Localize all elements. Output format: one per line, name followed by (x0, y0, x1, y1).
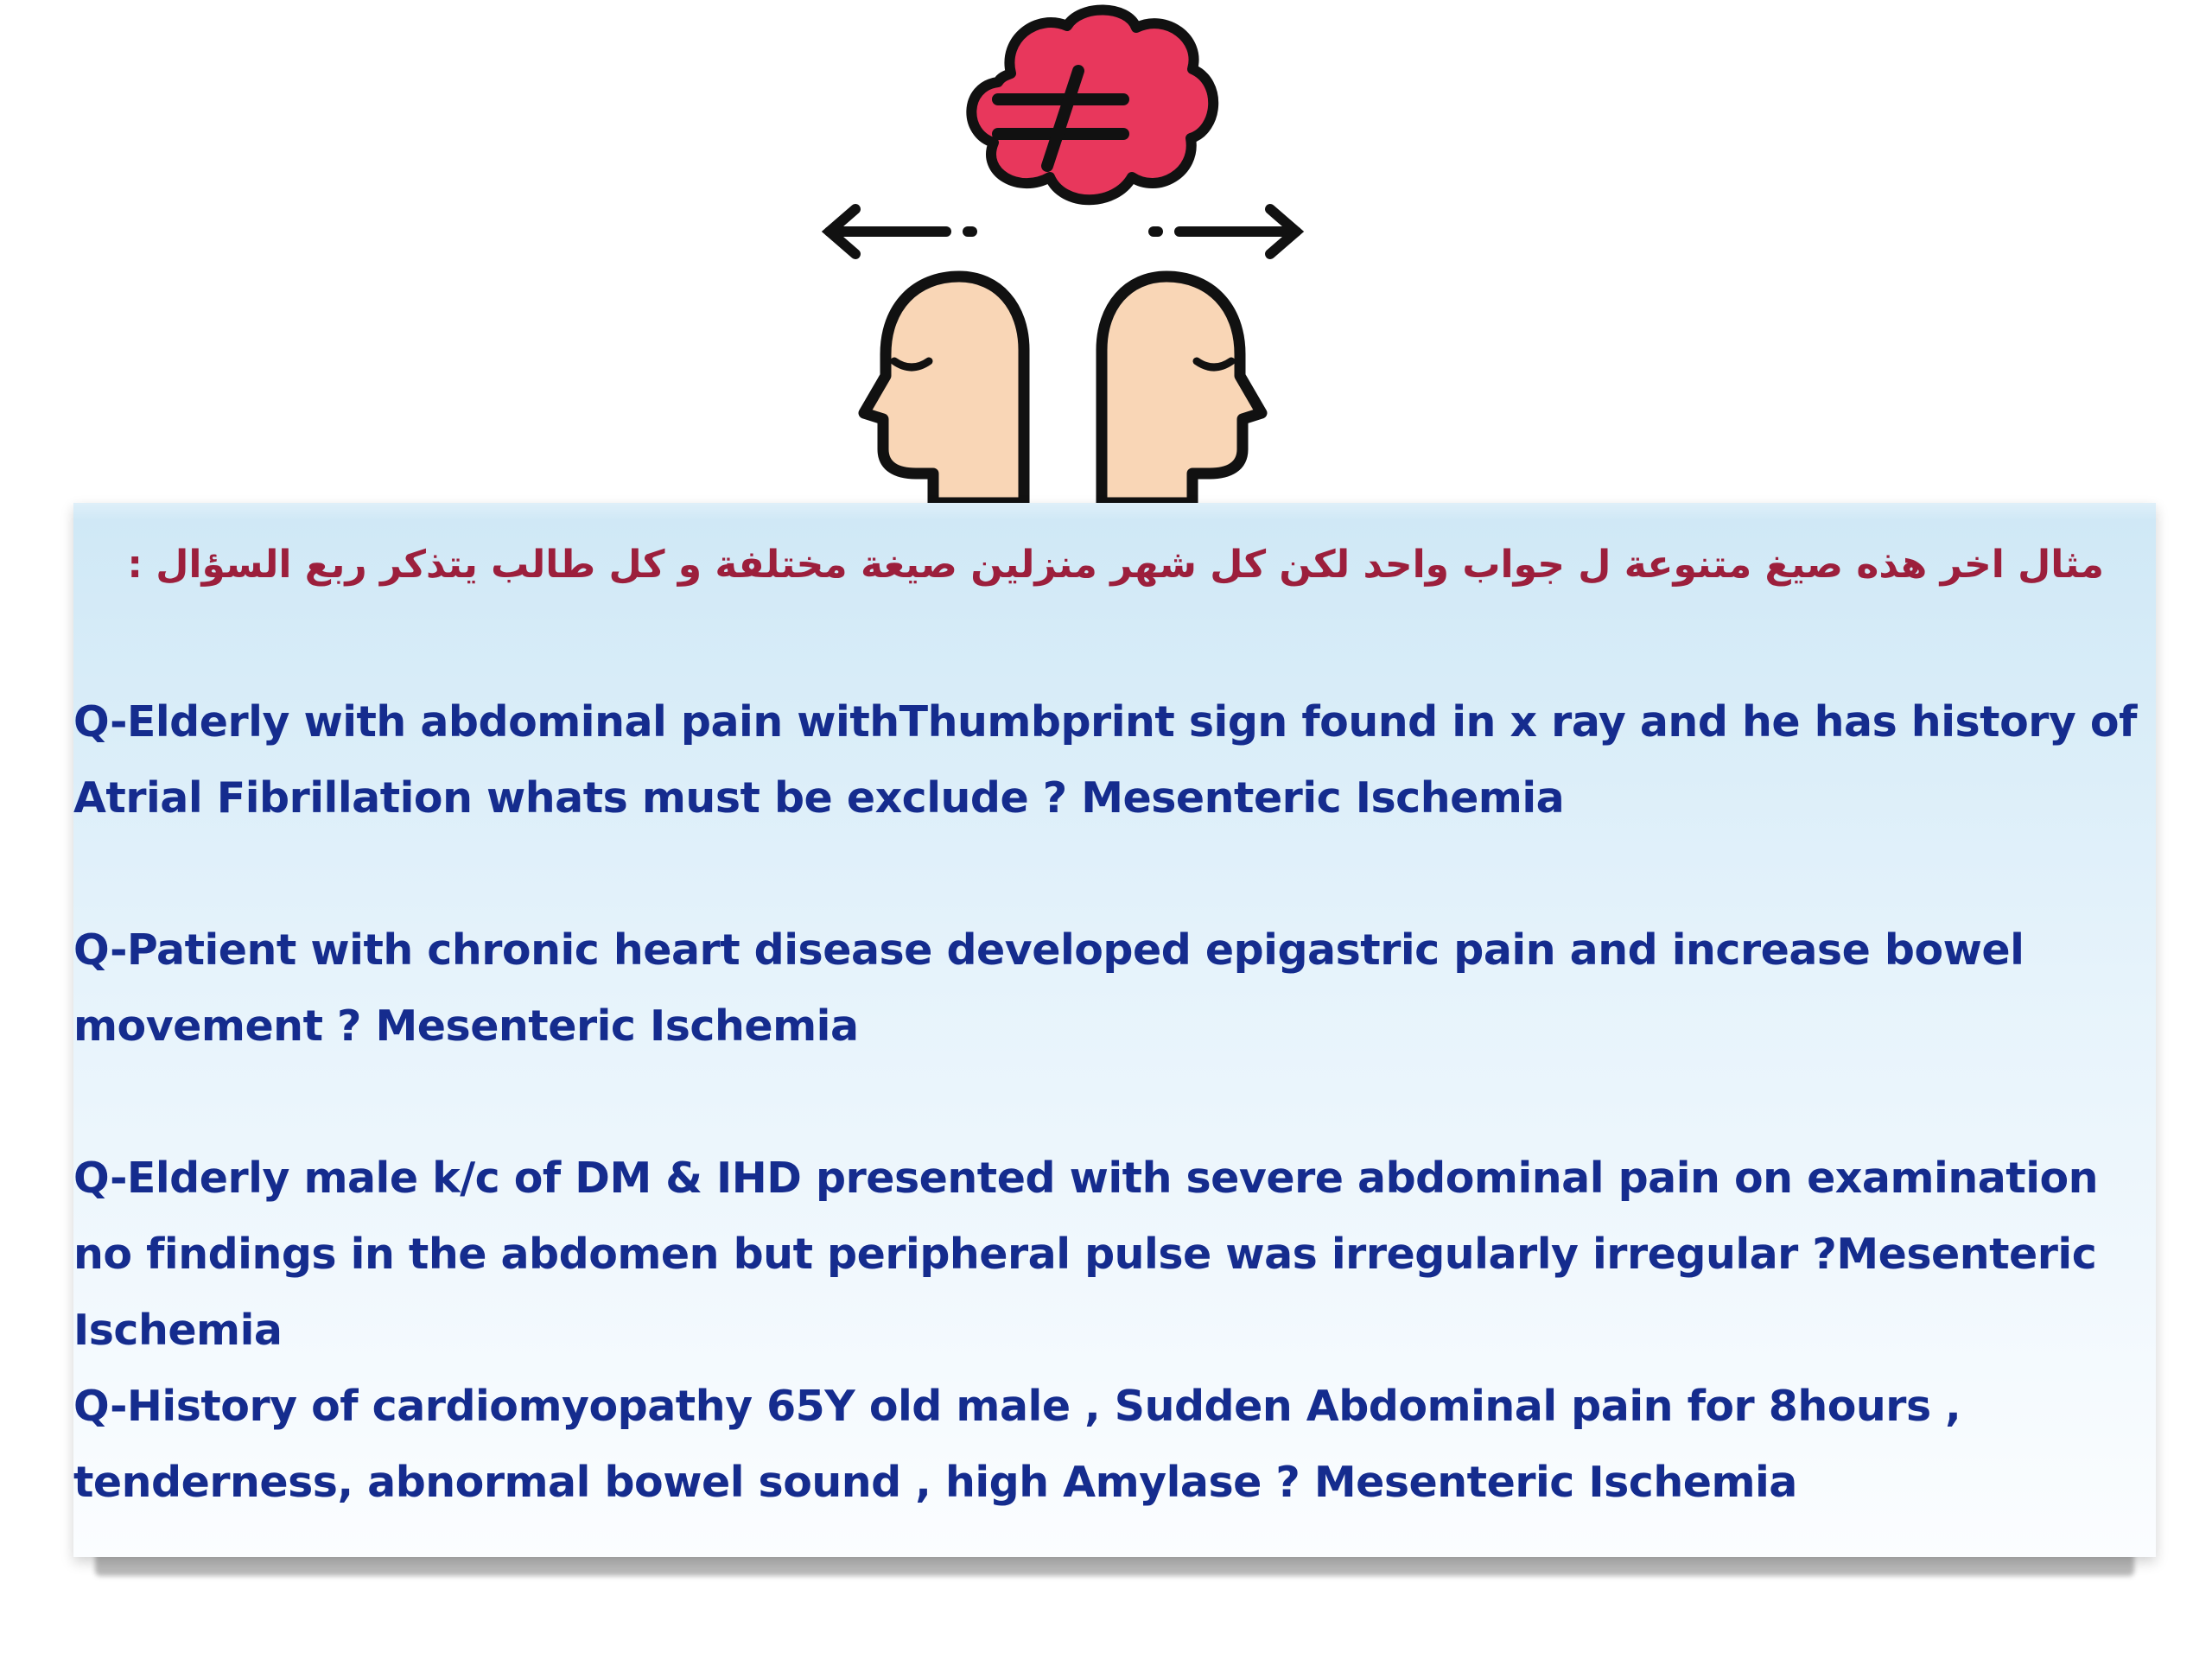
left-head-icon (864, 276, 1024, 503)
diverging-arrows-icon (830, 209, 1296, 254)
question-list (73, 684, 2147, 1521)
arabic-heading: مثال اخر هذه صيغ متنوعة ل جواب واحد لكن كل شهر منزلين صيغة مختلفة و كل طالب يتذكر ربع السؤال : (127, 543, 2104, 587)
header-illustration (804, 0, 1408, 518)
two-heads-not-equal-thought-icon (804, 0, 1408, 518)
question-item-4: Q-History of cardiomyopathy 65Y old male , Sudden Abdominal pain for 8hours , tenderness, abnormal bowel sound , high Amylase ? Mesenteric Ischemia (73, 1382, 1961, 1507)
questions-card (73, 503, 2156, 1557)
question-item-2: Q-Patient with chronic heart disease developed epigastric pain and increase bowel movement ? Mesenteric Ischemia (73, 925, 2024, 1051)
thought-cloud-icon (971, 10, 1213, 200)
question-item-3: Q-Elderly male k/c of DM & IHD presented with severe abdominal pain on examination no findings in the abdomen but peripheral pulse was irregularly irregular ?Mesenteric Ischemia (73, 1154, 2099, 1355)
question-item-1: Q-Elderly with abdominal pain withThumbprint sign found in x ray and he has history of Atrial Fibrillation whats must be exclude ? Mesenteric Ischemia (73, 697, 2137, 823)
right-head-icon (1102, 276, 1262, 503)
